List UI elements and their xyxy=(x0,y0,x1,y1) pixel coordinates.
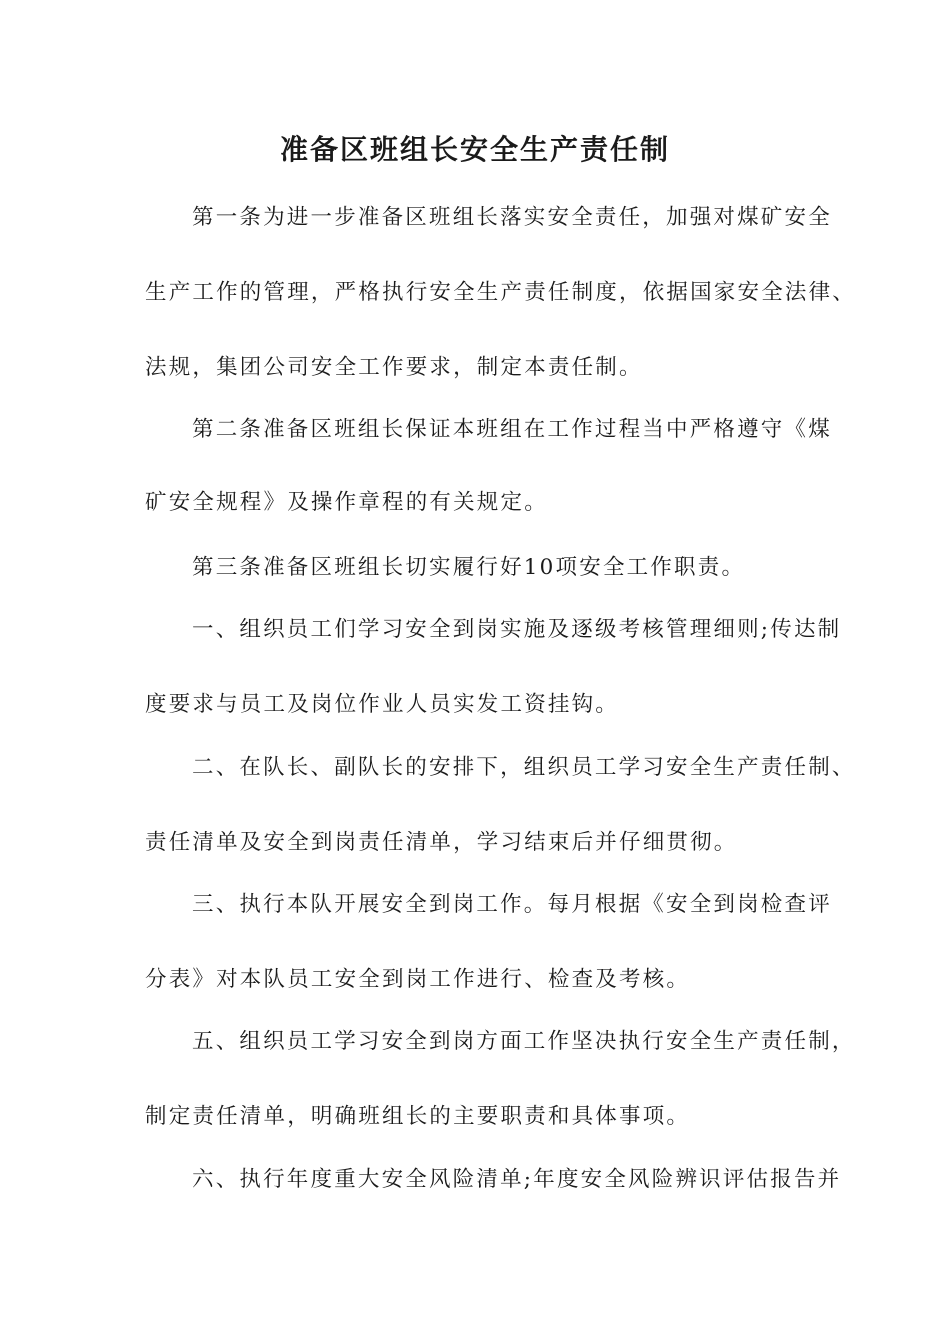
paragraph-line: 五、组织员工学习安全到岗方面工作坚决执行安全生产责任制， xyxy=(192,1029,856,1054)
paragraph-line: 责任清单及安全到岗责任清单，学习结束后并仔细贯彻。 xyxy=(145,830,738,855)
paragraph-line: 第二条准备区班组长保证本班组在工作过程当中严格遵守《煤 xyxy=(192,417,832,442)
paragraph-line: 法规，集团公司安全工作要求，制定本责任制。 xyxy=(145,355,643,380)
paragraph-line: 第三条准备区班组长切实履行好10项安全工作职责。 xyxy=(192,555,746,580)
paragraph-line: 二、在队长、副队长的安排下，组织员工学习安全生产责任制、 xyxy=(192,755,856,780)
paragraph-line: 制定责任清单，明确班组长的主要职责和具体事项。 xyxy=(145,1104,691,1129)
paragraph-line: 度要求与员工及岗位作业人员实发工资挂钩。 xyxy=(145,692,620,717)
paragraph-line: 生产工作的管理，严格执行安全生产责任制度，依据国家安全法律、 xyxy=(145,280,857,305)
paragraph-line: 分表》对本队员工安全到岗工作进行、检查及考核。 xyxy=(145,967,691,992)
document-title: 准备区班组长安全生产责任制 xyxy=(279,133,670,166)
paragraph-line: 六、执行年度重大安全风险清单;年度安全风险辨识评估报告并 xyxy=(192,1167,842,1192)
paragraph-line: 第一条为进一步准备区班组长落实安全责任，加强对煤矿安全 xyxy=(192,205,832,230)
paragraph-line: 一、组织员工们学习安全到岗实施及逐级考核管理细则;传达制 xyxy=(192,617,842,642)
paragraph-line: 三、执行本队开展安全到岗工作。每月根据《安全到岗检查评 xyxy=(192,892,832,917)
paragraph-line: 矿安全规程》及操作章程的有关规定。 xyxy=(145,490,548,515)
